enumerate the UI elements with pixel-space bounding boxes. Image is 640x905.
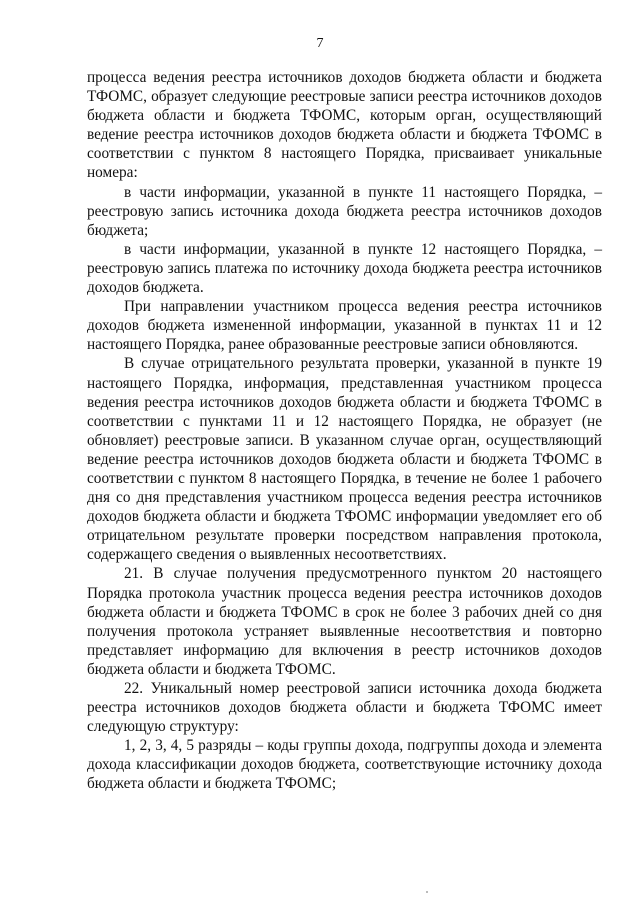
paragraph-item-12: в части информации, указанной в пункте 12 настоящего Порядка, – реестровую запись платежа по источнику дохода бюджета реестра источников доходов бюджета. xyxy=(87,240,602,297)
paragraph-clause-22: 22. Уникальный номер реестровой записи источника дохода бюджета реестра источников доходов бюджета области и бюджета ТФОМС имеет следующую структуру: xyxy=(87,680,602,736)
scan-dot xyxy=(426,891,428,893)
paragraph-negative-result: В случае отрицательного результата проверки, указанной в пункте 19 настоящего Порядка, информация, представленная участником процесса ведения реестра источников доходов бюджета области и бюджета ТФОМС в соответствии с пунктами 11 и 12 настоящего Порядка, не образует (не обновляет) реестровые записи. В указанном случае орган, осуществляющий ведение реестра источников доходов бюджета области и бюджета ТФОМС в соответствии с пунктом 8 настоящего Порядка, в течение не более 1 рабочего дня со дня представления участником процесса ведения реестра источников доходов бюджета области и бюджета ТФОМС информации уведомляет его об отрицательном результате проверки посредством направления протокола, содержащего сведения о выявленных несоответствиях. xyxy=(87,355,602,564)
document-body xyxy=(87,68,602,794)
paragraph-update-records: При направлении участником процесса ведения реестра источников доходов бюджета измененной информации, указанной в пунктах 11 и 12 настоящего Порядка, ранее образованные реестровые записи обновляются. xyxy=(87,298,602,354)
paragraph-continuation: процесса ведения реестра источников доходов бюджета области и бюджета ТФОМС, образует следующие реестровые записи реестра источников доходов бюджета области и бюджета ТФОМС, которым орган, осуществляющий ведение реестра источников доходов бюджета области и бюджета ТФОМС в соответствии с пунктом 8 настоящего Порядка, присваивает уникальные номера: xyxy=(87,69,602,182)
paragraph-clause-21: 21. В случае получения предусмотренного пунктом 20 настоящего Порядка протокола участник процесса ведения реестра источников доходов бюджета области и бюджета ТФОМС в срок не более 3 рабочих дней со дня получения протокола устраняет выявленные несоответствия и повторно представляет информацию для включения в реестр источников доходов бюджета области и бюджета ТФОМС. xyxy=(87,565,602,678)
paragraph-digits-1-5: 1, 2, 3, 4, 5 разряды – коды группы дохода, подгруппы дохода и элемента дохода классификации доходов бюджета, соответствующие источнику дохода бюджета области и бюджета ТФОМС; xyxy=(87,737,602,793)
paragraph-item-11: в части информации, указанной в пункте 11 настоящего Порядка, – реестровую запись источника дохода бюджета реестра источников доходов бюджета; xyxy=(87,183,602,239)
page-number: 7 xyxy=(316,36,324,51)
